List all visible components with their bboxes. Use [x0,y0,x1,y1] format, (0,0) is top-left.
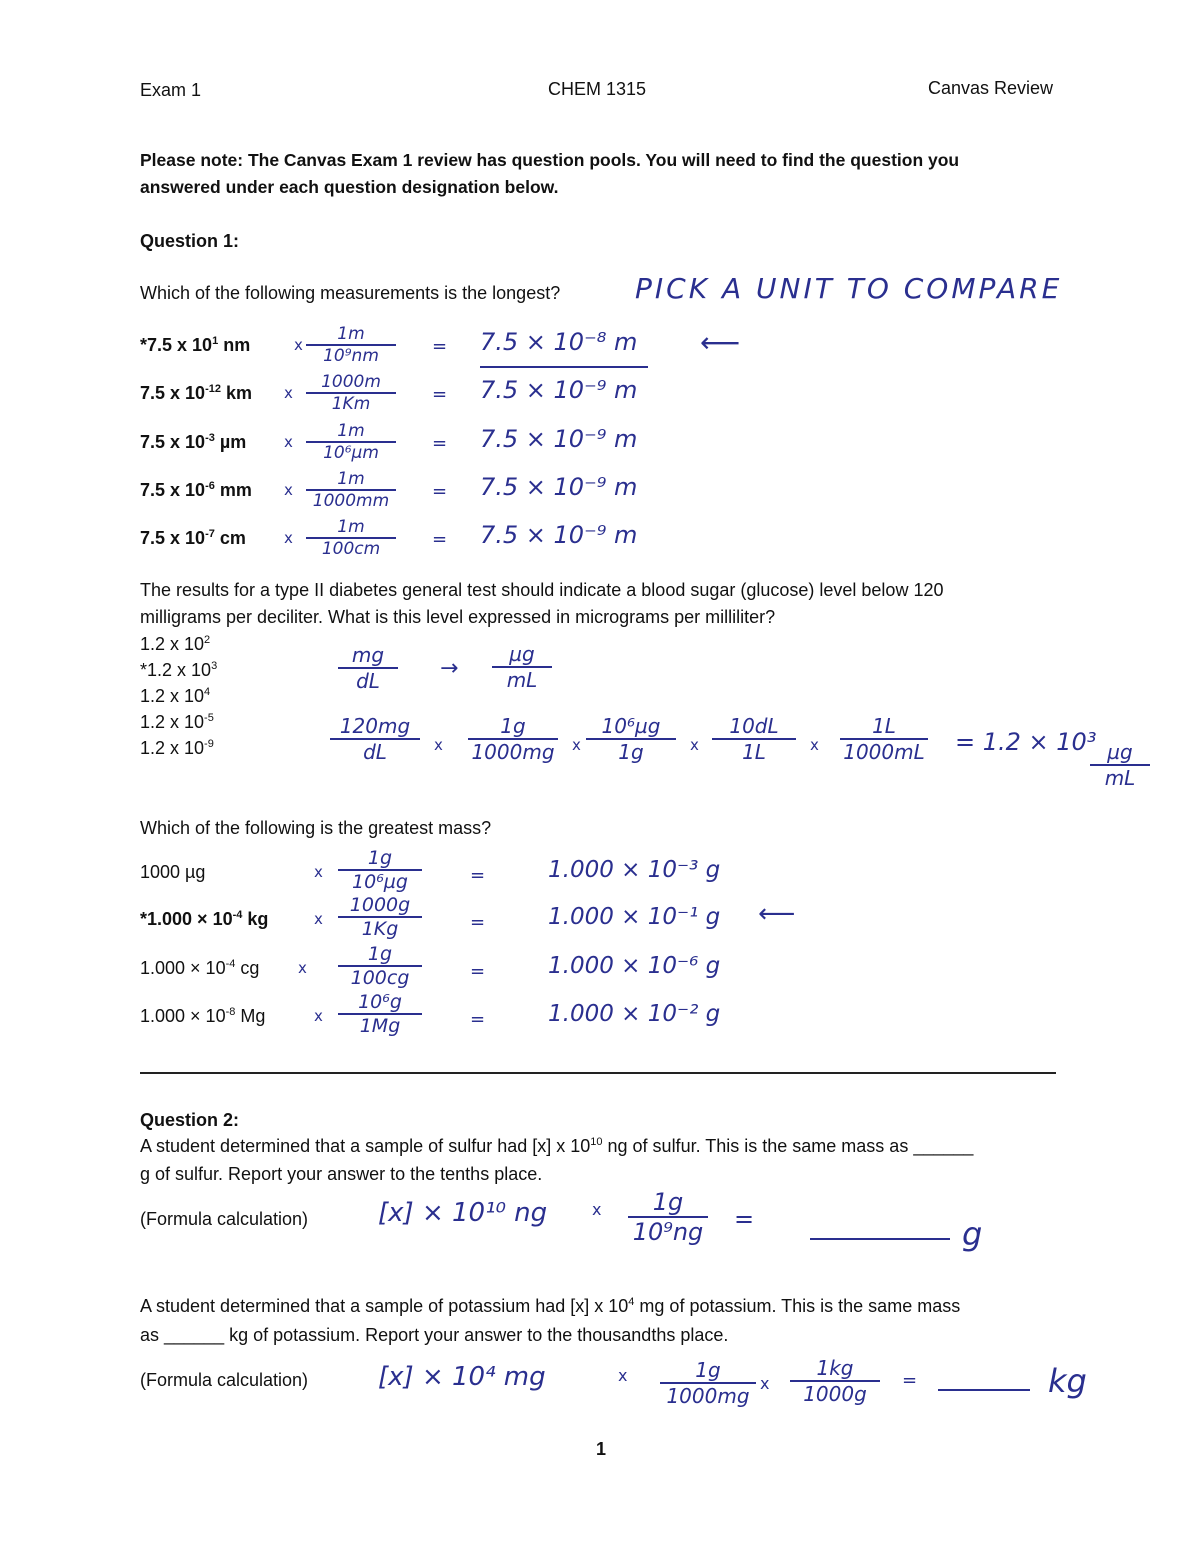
hw-conversion-fraction [306,469,396,511]
hw-equals: = [432,336,448,357]
hw-result: 7.5 × 10⁻⁸ m [480,328,638,356]
hw-times: x [314,910,323,928]
option-mantissa: 7.5 x 10 [140,528,206,548]
q2a-line-1 [140,1135,973,1157]
q2b-hw-fraction-2: $\frac{1kg}{1000g}$ [790,1356,880,1406]
fraction-numerator: 1g [338,847,422,871]
hw-result: 1.000 × 10⁻¹ g [548,904,721,930]
option-mantissa: 1.2 x 10 [147,660,212,680]
q2b-hw-equals: = [902,1370,918,1391]
header-center: CHEM 1315 [548,79,647,99]
fraction-denominator: 1000mg [471,740,555,764]
fraction-denominator: 10⁶µg [352,871,408,893]
hw-chain-fraction [712,714,796,764]
q2a-line-1-pre: A student determined that a sample of sulfur had [x] x 10 [140,1136,591,1156]
option-star: * [140,335,148,355]
hw-conversion-fraction [306,421,396,463]
q1a-question: Which of the following measurements is the longest? [140,283,561,303]
fraction-denominator: 1Km [331,394,371,414]
fraction-denominator: 1000mm [312,491,390,511]
option-unit: mm [214,480,252,500]
option-unit: cm [214,528,246,548]
option-exponent: -12 [205,383,221,395]
q2b-hw-times-2: x [760,1374,770,1393]
q2a-hw-unit: g [962,1215,983,1253]
hw-times: x [284,433,293,451]
hw-conversion-fraction [306,372,396,414]
q1a-option [140,382,252,404]
option-unit: kg [242,909,269,929]
fraction-numerator: 1m [306,421,396,443]
hw-times: x [434,736,443,754]
q1a-option [140,334,250,356]
q1c-option [140,1005,265,1027]
fraction-denominator: dL [363,740,387,764]
q2a-hw-times: x [592,1200,602,1219]
option-mantissa: 1.000 × 10 [140,958,226,978]
hw-times: x [298,959,307,977]
option-mantissa: 7.5 x 10 [140,383,206,403]
hw-equals: = [470,961,486,982]
option-exponent: 2 [204,634,211,646]
fraction-denominator: 100cm [321,539,381,559]
fraction-numerator: 1000g [338,894,422,918]
q1b-from-units: $\frac{mg}{dL}$ [338,643,398,693]
q2b-hw-fraction-1: $\frac{1g}{1000mg}$ [660,1358,756,1408]
q1c-question: Which of the following is the greatest mass? [140,818,492,838]
option-mantissa: 1.2 x 10 [140,686,205,706]
hw-equals: = [432,529,448,550]
q1b-option [140,685,210,707]
q1c-option [140,908,268,930]
fraction-numerator: 10⁶g [338,991,422,1015]
fraction-numerator: 1L [840,714,928,740]
hw-conversion-fraction [306,517,396,559]
fraction-numerator: 1g [338,943,422,967]
fraction-denominator: 10⁹nm [323,346,379,366]
fraction-numerator: 1g [468,714,558,740]
q2a-hw-equals: = [734,1205,755,1233]
fraction-numerator: 10⁶µg [586,714,676,740]
option-exponent: 4 [204,686,211,698]
hw-result: 1.000 × 10⁻⁶ g [548,953,721,979]
hw-result-underline [480,366,648,368]
fraction-denominator: 1000mL [843,740,925,764]
option-unit: Mg [235,1006,266,1026]
q1b-option [140,633,210,655]
note-line-2: answered under each question designation below. [140,177,559,197]
q1b-hw-result-unit: µg mL [1090,740,1150,790]
hw-chain-fraction [840,714,928,764]
q2b-line-1 [140,1295,960,1317]
hw-conversion-fraction [338,991,422,1037]
hw-times: x [284,481,293,499]
option-mantissa: 1.2 x 10 [140,738,205,758]
section-divider [140,1072,1056,1074]
option-mantissa: 7.5 x 10 [140,480,206,500]
q2a-hw-start: [x] × 10¹⁰ ng [378,1198,548,1228]
q2b-formula-label: (Formula calculation) [140,1370,309,1390]
q1a-hint: PICK A UNIT TO COMPARE [635,272,1063,305]
hw-times: x [294,336,303,354]
option-mantissa: 1.000 × 10 [140,1006,226,1026]
hw-times: x [810,736,819,754]
option-exponent: -7 [205,528,215,540]
option-exponent: -6 [205,480,215,492]
question-2-title: Question 2: [140,1110,240,1130]
hw-result: 1.000 × 10⁻² g [548,1001,721,1027]
hw-times: x [284,384,293,402]
fraction-denominator: 1Kg [361,918,399,940]
option-mantissa: 1000 µg [140,862,206,882]
option-unit: cg [235,958,260,978]
q2b-hw-start: [x] × 10⁴ mg [378,1362,546,1392]
hw-result: 1.000 × 10⁻³ g [548,857,721,883]
option-star: * [140,660,148,680]
hw-conversion-fraction [338,894,422,940]
q1b-hw-result: = 1.2 × 10³ [955,728,1097,756]
q1b-option [140,737,214,759]
page-number: 1 [596,1439,607,1459]
hw-times: x [314,863,323,881]
option-exponent: -9 [204,738,214,750]
q1b-option [140,659,217,681]
option-exponent: -5 [204,712,214,724]
q1a-option [140,479,252,501]
hw-chain-fraction [330,714,420,764]
q2b-line-1-exp: 4 [628,1296,635,1308]
q2b-line-2: as ______ kg of potassium. Report your answer to the thousandths place. [140,1325,729,1345]
q2b-line-1-post: mg of potassium. This is the same mass [634,1296,961,1316]
fraction-denominator: 10⁶µm [323,443,379,463]
q2a-hw-answer-blank [810,1238,950,1240]
option-mantissa: 1.2 x 10 [140,712,205,732]
q2a-formula-label: (Formula calculation) [140,1209,309,1229]
hw-chain-fraction [468,714,558,764]
q1c-option [140,957,259,979]
fraction-numerator: 1m [306,324,396,346]
hw-equals: = [470,912,486,933]
q2b-hw-answer-blank [938,1389,1030,1391]
fraction-numerator: 1m [306,517,396,539]
arrow-icon: ⟵ [758,899,796,929]
hw-equals: = [432,384,448,405]
option-exponent: -4 [232,909,243,921]
hw-conversion-fraction [338,847,422,893]
hw-equals: = [432,481,448,502]
hw-equals: = [470,865,486,886]
fraction-numerator: 1000m [306,372,396,394]
fraction-denominator: 1g [618,740,644,764]
header-right: Canvas Review [928,78,1054,98]
option-exponent: -3 [205,432,215,444]
arrow-icon: ⟵ [700,326,741,359]
hw-result: 7.5 × 10⁻⁹ m [480,425,638,453]
hw-result: 7.5 × 10⁻⁹ m [480,376,638,404]
option-unit: nm [218,335,251,355]
fraction-numerator: 120mg [330,714,420,740]
q2b-hw-times-1: x [618,1366,628,1385]
fraction-denominator: 100cg [350,967,410,989]
q1b-arrow: → [440,656,459,681]
q1b-to-units: µg mL [492,642,552,692]
hw-conversion-fraction [338,943,422,989]
note-line-1: Please note: The Canvas Exam 1 review has question pools. You will need to find the question you [140,150,960,170]
fraction-numerator: 10dL [712,714,796,740]
q2a-line-1-post: ng of sulfur. This is the same mass as ______ [602,1136,974,1156]
option-exponent: 1 [212,335,219,347]
q1b-line-1: The results for a type II diabetes general test should indicate a blood sugar (glucose) level below 120 [140,580,944,600]
q2a-line-2: g of sulfur. Report your answer to the tenths place. [140,1164,543,1184]
option-exponent: -8 [225,1006,236,1018]
q1b-option [140,711,214,733]
hw-equals: = [470,1009,486,1030]
option-star: * [140,909,148,929]
hw-result: 7.5 × 10⁻⁹ m [480,473,638,501]
hw-chain-fraction [586,714,676,764]
fraction-denominator: 1L [742,740,766,764]
q1c-option [140,861,205,883]
option-mantissa: 7.5 x 10 [140,432,206,452]
option-mantissa: 1.000 × 10 [147,909,233,929]
hw-times: x [572,736,581,754]
option-exponent: -4 [225,958,236,970]
hw-result: 7.5 × 10⁻⁹ m [480,521,638,549]
option-mantissa: 1.2 x 10 [140,634,205,654]
option-exponent: 3 [211,660,218,672]
option-mantissa: 7.5 x 10 [147,335,213,355]
hw-equals: = [432,433,448,454]
q2a-hw-fraction: $\frac{1g}{\text{10⁹ng}}$ [628,1188,708,1246]
q1a-option [140,527,246,549]
fraction-numerator: 1m [306,469,396,491]
hw-conversion-fraction [306,324,396,366]
question-1-title: Question 1: [140,231,240,251]
option-unit: µm [214,432,247,452]
hw-times: x [314,1007,323,1025]
q1a-option [140,431,246,453]
hw-times: x [690,736,699,754]
q2a-line-1-exp: 10 [590,1136,603,1148]
fraction-denominator: 1Mg [359,1015,401,1037]
hw-times: x [284,529,293,547]
q1b-line-2: milligrams per deciliter. What is this level expressed in micrograms per milliliter? [140,607,776,627]
q2b-line-1-pre: A student determined that a sample of potassium had [x] x 10 [140,1296,629,1316]
header-left: Exam 1 [140,80,202,100]
q2b-hw-unit: kg [1048,1362,1087,1400]
option-unit: km [220,383,252,403]
